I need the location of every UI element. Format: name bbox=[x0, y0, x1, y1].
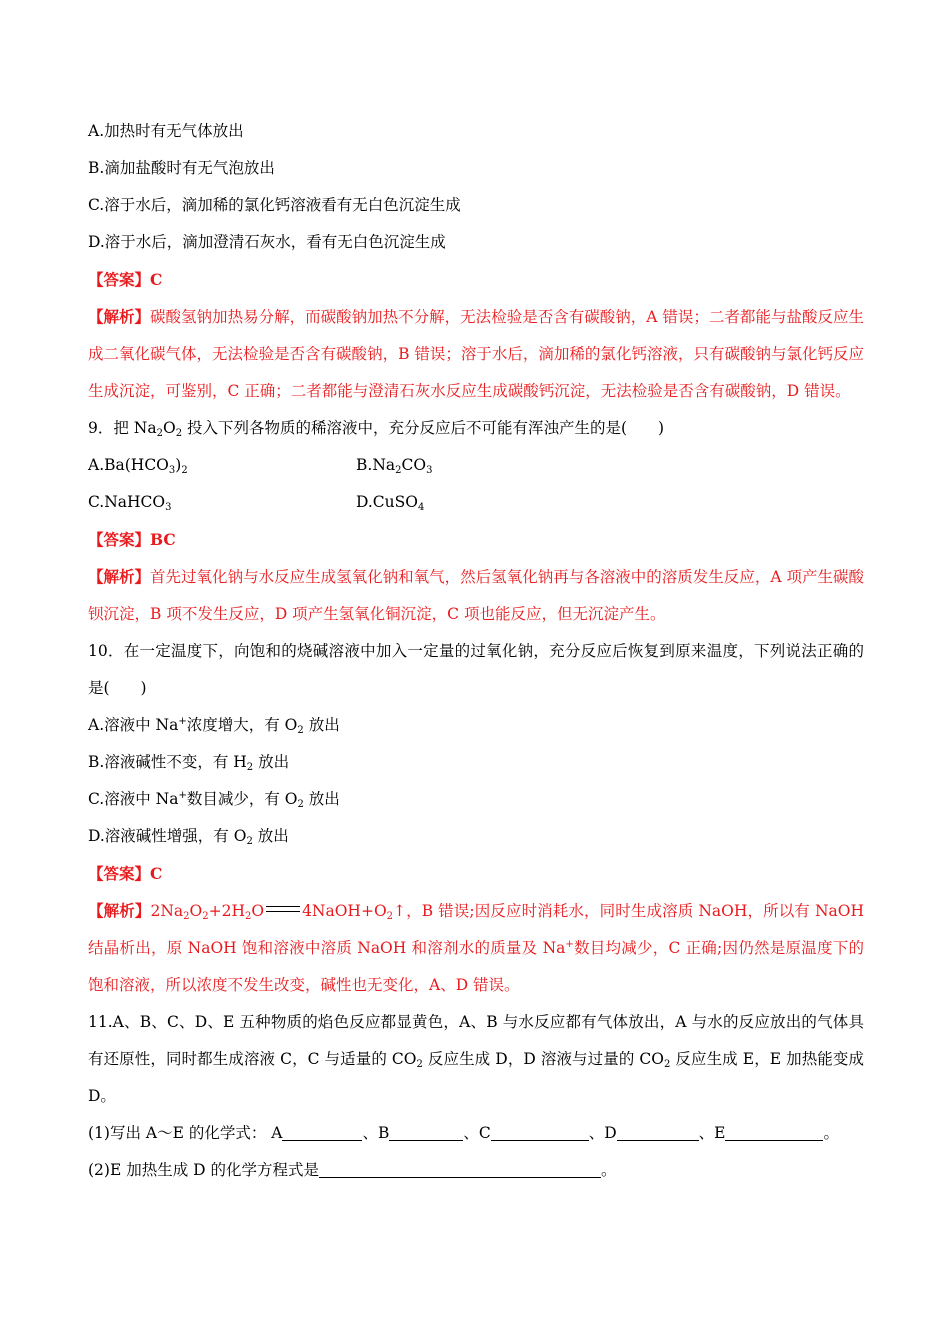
q11-stem-text: 11.A、B、C、D、E 五种物质的焰色反应都显黄色，A、B 与水反应都有气体放出，A 与水的反应放出的气体具有还原性，同时都生成溶液 C，C 与适量的 CO bbox=[88, 1013, 864, 1068]
superscript: + bbox=[178, 716, 187, 727]
subscript: 2 bbox=[416, 1059, 423, 1070]
subscript: 2 bbox=[202, 911, 209, 922]
option-text: D.溶液碱性增强，有 O bbox=[88, 827, 247, 845]
option-text: B.Na bbox=[356, 456, 396, 474]
answer-value: C bbox=[150, 864, 163, 883]
option-text: CO bbox=[401, 456, 427, 474]
q10-option-d bbox=[88, 818, 864, 855]
answer-blank-a[interactable] bbox=[282, 1124, 362, 1141]
q9-stem-text: 9．把 Na bbox=[88, 419, 157, 437]
subscript: 2 bbox=[175, 428, 183, 439]
q11-stem-text: 反应生成 E，E 加热能变成 D。 bbox=[88, 1050, 864, 1105]
answer-label: 【答案】 bbox=[88, 864, 151, 883]
q8-option-b: B.滴加盐酸时有无气泡放出 bbox=[88, 159, 275, 177]
subscript: 2 bbox=[246, 762, 254, 773]
part-text: 、B bbox=[362, 1124, 390, 1142]
analysis-text: 碳酸氢钠加热易分解，而碳酸钠加热不分解，无法检验是否含有碳酸钠，A 错误；二者都能与盐酸反应生成二氧化碳气体，无法检验是否含有碳酸钠，B 错误；溶于水后，滴加稀的氯化钙溶液，只有碳酸钠与氯化钙反应生成沉淀，可鉴别，C 正确；二者都能与澄清石灰水反应生成碳酸钙沉淀，无法检验是否含有碳酸钠，D 错误。 bbox=[88, 308, 864, 400]
q9-options-row-1 bbox=[88, 447, 864, 484]
analysis-text: 首先过氧化钠与水反应生成氢氧化钠和氧气，然后氢氧化钠再与各溶液中的溶质发生反应，A 项产生碳酸钡沉淀，B 项不发生反应，D 项产生氢氧化铜沉淀，C 项也能反应，但无沉淀产生。 bbox=[88, 568, 864, 623]
option-text: A.溶液中 Na bbox=[88, 716, 179, 734]
analysis-label: 【解析】 bbox=[88, 567, 151, 586]
subscript: 2 bbox=[183, 911, 190, 922]
subscript: 2 bbox=[181, 465, 188, 476]
option-text: A.Ba(HCO bbox=[88, 456, 169, 474]
part-text: 、E bbox=[698, 1124, 726, 1142]
option-text: ) bbox=[175, 456, 182, 474]
q8-answer bbox=[88, 261, 864, 298]
q8-option-c: C.溶于水后，滴加稀的氯化钙溶液看有无白色沉淀生成 bbox=[88, 196, 461, 214]
option-text: C.NaHCO bbox=[88, 493, 166, 511]
subscript: 3 bbox=[165, 502, 172, 513]
analysis-text: ，B 错误;因反应时消耗水，同时生成溶质 NaOH，所以有 NaOH 结晶析出，原 NaOH 饱和溶液中溶质 NaOH 和溶剂水的质量及 Na bbox=[88, 902, 864, 957]
analysis-label: 【解析】 bbox=[88, 901, 151, 920]
subscript: 2 bbox=[246, 836, 253, 847]
q9-stem bbox=[88, 410, 864, 447]
q10-option-a bbox=[88, 707, 864, 744]
subscript: 2 bbox=[297, 725, 304, 736]
q10-analysis bbox=[88, 892, 864, 1004]
answer-value: C bbox=[150, 270, 163, 289]
q8-option-d: D.溶于水后，滴加澄清石灰水，看有无白色沉淀生成 bbox=[88, 233, 446, 251]
subscript: 4 bbox=[417, 502, 425, 513]
answer-label: 【答案】 bbox=[88, 530, 151, 549]
equation-text: 4NaOH+O bbox=[302, 902, 387, 920]
q9-stem-text: 投入下列各物质的稀溶液中，充分反应后不可能有浑浊产生的是( ) bbox=[182, 419, 665, 437]
subscript: 2 bbox=[664, 1059, 671, 1070]
gas-arrow: ↑ bbox=[393, 902, 407, 920]
q10-option-b bbox=[88, 744, 864, 781]
q9-option-d bbox=[356, 484, 424, 521]
q8-analysis bbox=[88, 298, 864, 410]
analysis-label: 【解析】 bbox=[88, 307, 151, 326]
subscript: 2 bbox=[395, 465, 402, 476]
option-text: 数目减少，有 O bbox=[186, 790, 298, 808]
answer-blank-b[interactable] bbox=[389, 1124, 463, 1141]
subscript: 2 bbox=[297, 799, 304, 810]
subscript: 3 bbox=[168, 465, 176, 476]
q9-options-row-2 bbox=[88, 484, 864, 521]
option-text: 放出 bbox=[253, 753, 290, 771]
q10-option-c bbox=[88, 781, 864, 818]
q10-stem: 10．在一定温度下，向饱和的烧碱溶液中加入一定量的过氧化钠，充分反应后恢复到原来温度，下列说法正确的是( ) bbox=[88, 642, 864, 697]
answer-label: 【答案】 bbox=[88, 270, 151, 289]
q9-answer bbox=[88, 521, 864, 558]
equation-text: O bbox=[189, 902, 203, 920]
subscript: 3 bbox=[426, 465, 433, 476]
option-text: 放出 bbox=[252, 827, 289, 845]
equation-text: O bbox=[251, 902, 265, 920]
q11-part-2 bbox=[88, 1152, 864, 1189]
option-text: D.CuSO bbox=[356, 493, 418, 511]
superscript: + bbox=[565, 939, 574, 950]
q8-option-a: A.加热时有无气体放出 bbox=[88, 122, 244, 140]
equals-sign-icon bbox=[266, 906, 300, 912]
q10-answer bbox=[88, 855, 864, 892]
part-text: 。 bbox=[823, 1124, 839, 1142]
q11-stem bbox=[88, 1004, 864, 1115]
q9-option-c bbox=[88, 484, 356, 521]
answer-blank-d[interactable] bbox=[617, 1124, 699, 1141]
subscript: 2 bbox=[244, 911, 252, 922]
option-text: 放出 bbox=[303, 716, 340, 734]
part-text: (2)E 加热生成 D 的化学方程式是 bbox=[88, 1161, 319, 1179]
answer-value: BC bbox=[150, 530, 176, 549]
q11-part-1 bbox=[88, 1115, 864, 1152]
q9-option-b bbox=[356, 447, 432, 484]
superscript: + bbox=[178, 790, 187, 801]
equation-text: 2Na bbox=[150, 902, 184, 920]
equation bbox=[150, 902, 406, 920]
q9-analysis bbox=[88, 558, 864, 633]
option-text: B.溶液碱性不变，有 H bbox=[88, 753, 247, 771]
part-text: 、C bbox=[463, 1124, 491, 1142]
part-text: 。 bbox=[600, 1161, 617, 1179]
document-page bbox=[88, 113, 864, 1189]
answer-blank-e[interactable] bbox=[725, 1124, 823, 1141]
option-text: 放出 bbox=[303, 790, 340, 808]
q11-stem-text: 反应生成 D，D 溶液与过量的 CO bbox=[422, 1050, 664, 1068]
option-text: C.溶液中 Na bbox=[88, 790, 179, 808]
part-text: (1)写出 A～E 的化学式： A bbox=[88, 1124, 283, 1142]
part-text: 、D bbox=[588, 1124, 617, 1142]
answer-blank-equation[interactable] bbox=[319, 1161, 601, 1178]
equation-text: +2H bbox=[208, 902, 245, 920]
q9-option-a bbox=[88, 447, 356, 484]
subscript: 2 bbox=[386, 911, 394, 922]
option-text: 浓度增大，有 O bbox=[186, 716, 298, 734]
subscript: 2 bbox=[156, 428, 163, 439]
answer-blank-c[interactable] bbox=[491, 1124, 589, 1141]
analysis-text: 数目均减少，C 正确;因仍然是原温度下的饱和溶液，所以浓度不发生改变，碱性也无变化，A、D 错误。 bbox=[88, 939, 864, 994]
q9-stem-text: O bbox=[162, 419, 176, 437]
